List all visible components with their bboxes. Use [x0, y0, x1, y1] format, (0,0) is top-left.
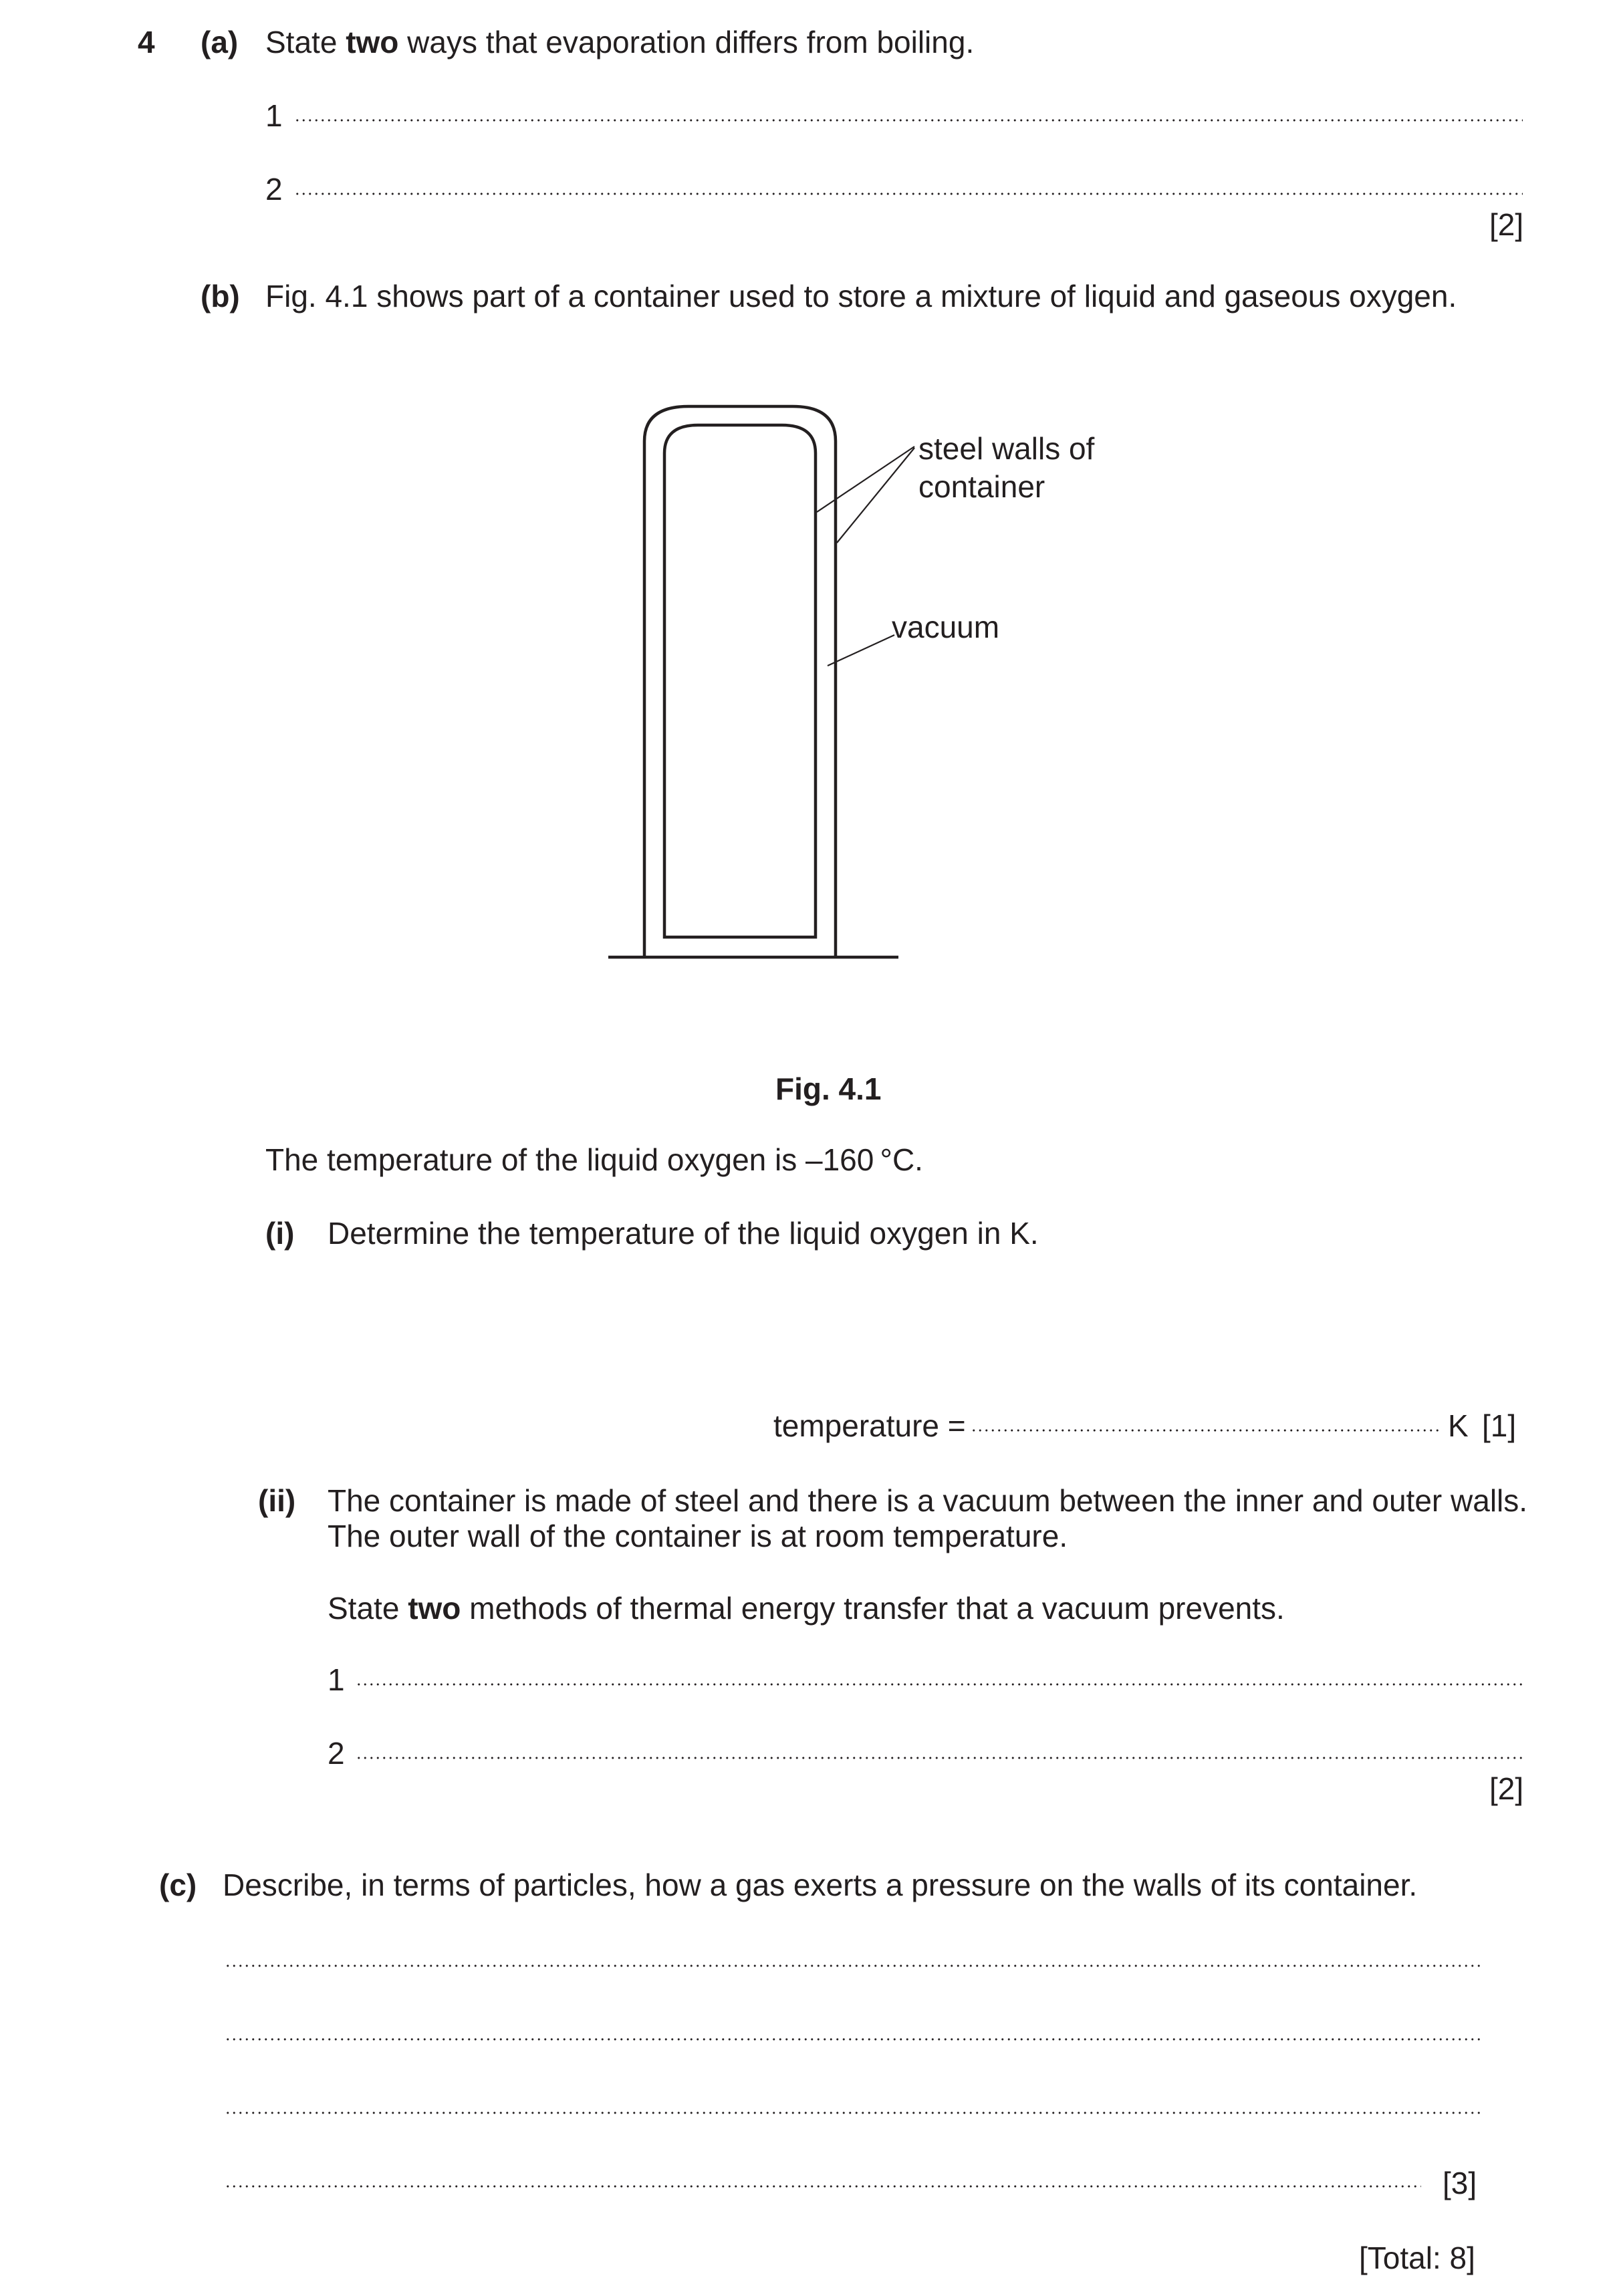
part-c-answer-line-1[interactable]	[225, 1964, 1481, 1967]
label-vacuum: vacuum	[892, 610, 1000, 644]
sub-ii-emphasis: two	[408, 1591, 461, 1626]
part-b-intro: Fig. 4.1 shows part of a container used to store a mixture of liquid and gaseous oxygen.	[265, 279, 1457, 313]
part-c-answer-line-3[interactable]	[225, 2112, 1481, 2114]
part-a-label: (a)	[201, 25, 239, 59]
part-a-answer-line-1[interactable]	[294, 119, 1523, 122]
total-marks: [Total: 8]	[1359, 2241, 1475, 2275]
question-number: 4	[138, 25, 155, 59]
outer-wall	[644, 405, 836, 957]
outer-wall-outline	[644, 406, 836, 957]
part-a-question	[265, 27, 974, 57]
sub-i-label: (i)	[265, 1216, 295, 1251]
sub-i-marks: [1]	[1482, 1408, 1517, 1443]
part-a-text-end: ways that evaporation differs from boiling.	[398, 25, 975, 59]
sub-ii-prompt-end: methods of thermal energy transfer that a vacuum prevents.	[461, 1591, 1285, 1626]
sub-ii-marks: [2]	[1489, 1771, 1524, 1806]
figure-caption: Fig. 4.1	[775, 1071, 882, 1106]
part-c-answer-line-2[interactable]	[225, 2038, 1481, 2041]
sub-ii-answer-number-2: 2	[328, 1736, 345, 1771]
sub-ii-answer-line-2[interactable]	[356, 1757, 1523, 1759]
label-line-vacuum	[828, 635, 894, 666]
part-a-marks: [2]	[1489, 207, 1524, 242]
label-steel-walls-line2: container	[918, 469, 1045, 504]
part-a-text-start: State	[265, 25, 346, 59]
inner-wall-outline	[664, 425, 816, 937]
sub-ii-label: (ii)	[258, 1483, 296, 1518]
temperature-unit: K	[1448, 1408, 1469, 1443]
sub-ii-prompt-start: State	[328, 1591, 408, 1626]
label-line-outer-wall	[837, 448, 914, 543]
temperature-answer-line[interactable]	[971, 1429, 1439, 1432]
part-a-answer-number-1: 1	[265, 98, 283, 133]
label-line-inner-wall	[817, 447, 914, 512]
part-c-marks: [3]	[1443, 2166, 1477, 2200]
label-steel-walls-line1: steel walls of	[918, 431, 1095, 466]
part-b-label: (b)	[201, 279, 240, 313]
sub-ii-answer-line-1[interactable]	[356, 1683, 1523, 1686]
part-a-answer-line-2[interactable]	[294, 193, 1523, 195]
sub-ii-text-line2: The outer wall of the container is at room temperature.	[328, 1519, 1068, 1553]
part-a-emphasis: two	[346, 25, 399, 59]
sub-ii-text-line1: The container is made of steel and there is a vacuum between the inner and outer walls.	[328, 1483, 1528, 1518]
sub-i-question: Determine the temperature of the liquid oxygen in K.	[328, 1216, 1039, 1251]
temperature-answer-label: temperature =	[773, 1408, 966, 1443]
sub-ii-prompt	[328, 1593, 1285, 1624]
temperature-statement: The temperature of the liquid oxygen is –160 °C.	[265, 1142, 923, 1177]
part-c-answer-line-4[interactable]	[225, 2185, 1421, 2188]
part-a-answer-number-2: 2	[265, 172, 283, 207]
sub-ii-answer-number-1: 1	[328, 1662, 345, 1697]
part-c-label: (c)	[159, 1868, 197, 1902]
part-c-question: Describe, in terms of particles, how a gas exerts a pressure on the walls of its container.	[223, 1868, 1418, 1902]
